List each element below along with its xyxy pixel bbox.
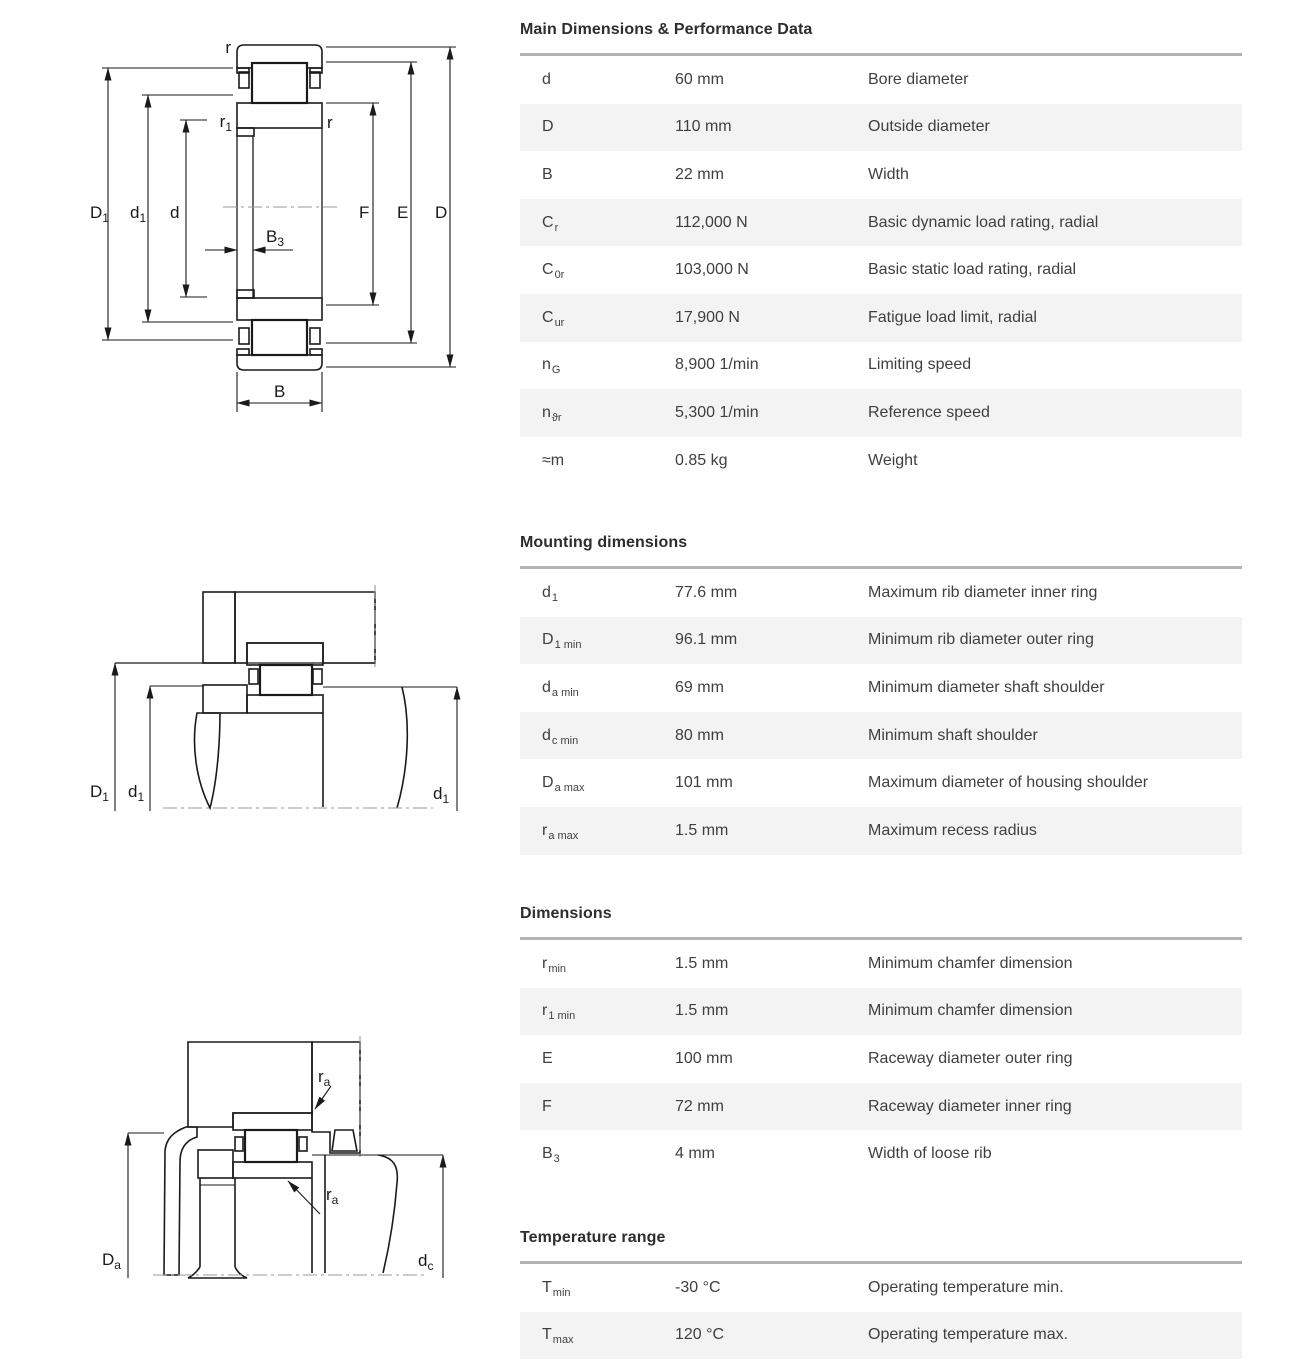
- description-cell: Operating temperature max.: [868, 1326, 1069, 1344]
- label-B3: [266, 227, 284, 249]
- symbol-base: r: [542, 1002, 548, 1020]
- table-row: [520, 151, 1242, 199]
- symbol-base: ≈m: [542, 451, 565, 469]
- section-title: Main Dimensions & Performance Data: [520, 21, 813, 38]
- symbol-cell: [542, 261, 675, 282]
- description-cell: Minimum rib diameter outer ring: [868, 631, 1094, 649]
- description-cell: Operating temperature min.: [868, 1278, 1064, 1296]
- value-cell: 0.85 kg: [675, 451, 728, 469]
- value-cell: 17,900 N: [675, 308, 740, 326]
- section-temperature-range: [520, 1229, 1242, 1359]
- label-d1: [130, 203, 146, 225]
- label-D: D: [435, 203, 448, 222]
- symbol-sub: ϑr: [551, 411, 562, 424]
- symbol-sub: max: [552, 1334, 574, 1347]
- shaft-section: [188, 1150, 397, 1278]
- section-dimensions: [520, 905, 1242, 1178]
- table-row: [520, 569, 1242, 617]
- symbol-base: C: [542, 213, 554, 231]
- table-row: [520, 389, 1242, 437]
- symbol-base: n: [542, 356, 551, 374]
- dimension-lines: [128, 1086, 443, 1278]
- symbol-base: d: [542, 583, 551, 601]
- value-cell: 77.6 mm: [675, 583, 738, 601]
- section-table: [520, 1261, 1242, 1359]
- section-table: [520, 937, 1242, 1178]
- label-r1-base: r: [219, 112, 226, 131]
- label-d1-right-base: d: [433, 784, 443, 803]
- symbol-sub: ur: [554, 316, 565, 329]
- symbol-sub: 3: [553, 1153, 560, 1166]
- bearing-section: [233, 1113, 312, 1178]
- value-cell: 60 mm: [675, 70, 724, 88]
- label-ra-bottom-sub: a: [331, 1193, 339, 1207]
- symbol-cell: [542, 631, 675, 652]
- label-r1: [220, 112, 233, 134]
- value-cell: 72 mm: [675, 1097, 724, 1115]
- description-cell: Bore diameter: [868, 70, 969, 88]
- symbol-cell: [542, 822, 675, 840]
- shaft-section: [195, 685, 408, 808]
- symbol-base: F: [542, 1097, 552, 1115]
- symbol-cell: [542, 214, 675, 232]
- symbol-sub: a max: [554, 782, 585, 795]
- section-mounting-dimensions: [520, 534, 1242, 855]
- value-cell: 103,000 N: [675, 261, 749, 279]
- table-row: [520, 342, 1242, 390]
- snap-ring: [332, 1130, 357, 1151]
- symbol-cell: [542, 356, 675, 377]
- label-E: E: [397, 203, 409, 222]
- description-cell: Minimum chamfer dimension: [868, 1002, 1073, 1020]
- table-row: [520, 437, 1242, 485]
- roller-top: [252, 63, 307, 103]
- shoulder-dimensions-drawing: [90, 1020, 475, 1330]
- symbol-sub: r: [554, 221, 559, 234]
- label-d: d: [170, 203, 180, 222]
- table-row: [520, 294, 1242, 342]
- table-row: [520, 1264, 1242, 1312]
- symbol-base: C: [542, 308, 554, 326]
- table-row: [520, 56, 1242, 104]
- value-cell: 101 mm: [675, 774, 733, 792]
- symbol-base: D: [542, 118, 554, 136]
- symbol-cell: [542, 309, 675, 327]
- value-cell: 120 °C: [675, 1326, 725, 1344]
- symbol-cell: [542, 118, 675, 136]
- description-cell: Weight: [868, 451, 918, 469]
- symbol-cell: [542, 166, 675, 184]
- label-d1-sub: 1: [139, 211, 147, 225]
- label-ra-top-sub: a: [323, 1075, 331, 1089]
- symbol-cell: [542, 404, 675, 422]
- symbol-cell: [542, 452, 675, 470]
- symbol-cell: [542, 679, 675, 697]
- roller-bottom: [252, 320, 307, 355]
- description-cell: Minimum shaft shoulder: [868, 726, 1038, 744]
- description-cell: Maximum diameter of housing shoulder: [868, 774, 1149, 792]
- mounting-dimensions-drawing: [80, 565, 480, 850]
- label-D1-sub: 1: [102, 790, 109, 804]
- description-cell: Basic dynamic load rating, radial: [868, 213, 1099, 231]
- symbol-sub: min: [548, 962, 567, 975]
- roller: [245, 1130, 297, 1162]
- label-d1-right-sub: 1: [442, 792, 450, 806]
- label-D1-base: D: [90, 203, 103, 222]
- value-cell: 96.1 mm: [675, 631, 738, 649]
- rollers-and-cage: [239, 63, 320, 355]
- label-ra-bottom: [326, 1185, 339, 1207]
- label-d1-left-sub: 1: [137, 790, 145, 804]
- section-table: [520, 566, 1242, 855]
- description-cell: Width of loose rib: [868, 1145, 992, 1163]
- table-row: [520, 246, 1242, 294]
- symbol-base: C: [542, 261, 554, 279]
- value-cell: 69 mm: [675, 678, 724, 696]
- symbol-cell: [542, 584, 675, 602]
- label-r1-sub: 1: [225, 120, 232, 134]
- value-cell: 5,300 1/min: [675, 403, 759, 421]
- value-cell: -30 °C: [675, 1278, 721, 1296]
- label-ra-top-base: r: [318, 1067, 324, 1086]
- symbol-base: r: [542, 821, 548, 839]
- table-row: [520, 759, 1242, 807]
- housing-cover-flange: [164, 1127, 197, 1275]
- symbol-cell: [542, 1002, 675, 1023]
- value-cell: 8,900 1/min: [675, 356, 759, 374]
- description-cell: Fatigue load limit, radial: [868, 308, 1037, 326]
- symbol-sub: 1 min: [554, 639, 582, 652]
- inner-ring-section: [237, 103, 322, 320]
- symbol-base: E: [542, 1049, 553, 1067]
- symbol-base: d: [542, 726, 551, 744]
- table-row: [520, 199, 1242, 247]
- value-cell: 110 mm: [675, 118, 732, 136]
- symbol-cell: [542, 1145, 675, 1166]
- value-cell: 1.5 mm: [675, 1002, 729, 1020]
- table-row: [520, 712, 1242, 760]
- label-d1-right: [433, 784, 449, 806]
- label-d1-base: d: [130, 203, 140, 222]
- symbol-cell: [542, 1326, 675, 1347]
- bearing-section: [247, 643, 323, 713]
- description-cell: Basic static load rating, radial: [868, 261, 1077, 279]
- symbol-sub: 0r: [554, 269, 565, 282]
- symbol-base: r: [542, 954, 548, 972]
- value-cell: 80 mm: [675, 726, 724, 744]
- symbol-cell: [542, 1098, 675, 1116]
- description-cell: Maximum recess radius: [868, 821, 1037, 839]
- section-main-dimensions: [520, 21, 1242, 484]
- description-cell: Outside diameter: [868, 118, 990, 136]
- symbol-base: d: [542, 678, 551, 696]
- table-row: [520, 807, 1242, 855]
- table-row: [520, 1035, 1242, 1083]
- symbol-base: n: [542, 403, 551, 421]
- table-row: [520, 617, 1242, 665]
- section-title: Temperature range: [520, 1229, 666, 1246]
- section-table: [520, 53, 1242, 484]
- symbol-sub: a max: [548, 829, 579, 842]
- label-F: F: [359, 203, 370, 222]
- symbol-cell: [542, 1050, 675, 1068]
- symbol-base: T: [542, 1326, 552, 1344]
- description-cell: Limiting speed: [868, 356, 972, 374]
- label-ra-top: [318, 1067, 331, 1089]
- label-d1-left: [128, 782, 144, 804]
- description-cell: Raceway diameter outer ring: [868, 1049, 1073, 1067]
- bearing-cross-section-drawing: [60, 20, 480, 435]
- value-cell: 1.5 mm: [675, 954, 729, 972]
- bore-lines: [237, 128, 322, 298]
- value-cell: 4 mm: [675, 1145, 715, 1163]
- symbol-base: B: [542, 1145, 553, 1163]
- housing-section: [203, 585, 375, 667]
- label-B: B: [274, 382, 286, 401]
- symbol-cell: [542, 1279, 675, 1297]
- table-row: [520, 988, 1242, 1036]
- label-B3-base: B: [266, 227, 278, 246]
- label-dc-sub: c: [427, 1259, 434, 1273]
- description-cell: Minimum diameter shaft shoulder: [868, 678, 1105, 696]
- value-cell: 100 mm: [675, 1049, 733, 1067]
- ra-top-leader: [315, 1086, 331, 1109]
- symbol-base: d: [542, 70, 551, 88]
- symbol-sub: a min: [551, 686, 579, 699]
- description-cell: Width: [868, 165, 909, 183]
- table-row: [520, 940, 1242, 988]
- table-row: [520, 1083, 1242, 1131]
- ra-bottom-leader: [288, 1181, 320, 1214]
- roller: [260, 665, 312, 695]
- table-row: [520, 664, 1242, 712]
- symbol-cell: [542, 727, 675, 745]
- symbol-cell: [542, 71, 675, 89]
- description-cell: Maximum rib diameter inner ring: [868, 583, 1098, 601]
- description-cell: Minimum chamfer dimension: [868, 954, 1073, 972]
- symbol-base: D: [542, 774, 554, 792]
- value-cell: 112,000 N: [675, 213, 748, 231]
- table-row: [520, 1312, 1242, 1360]
- symbol-base: B: [542, 165, 553, 183]
- section-title: Dimensions: [520, 905, 612, 922]
- label-r-right: r: [327, 113, 333, 132]
- label-D1: [90, 782, 109, 804]
- label-ra-bottom-base: r: [326, 1185, 332, 1204]
- label-r-top: r: [225, 38, 231, 57]
- label-B3-sub: 3: [277, 235, 285, 249]
- label-dc-base: d: [418, 1251, 428, 1270]
- label-Da-sub: a: [114, 1258, 121, 1272]
- description-cell: Reference speed: [868, 403, 990, 421]
- label-D1-base: D: [90, 782, 103, 801]
- description-cell: Raceway diameter inner ring: [868, 1097, 1072, 1115]
- table-row: [520, 104, 1242, 152]
- section-title: Mounting dimensions: [520, 534, 688, 551]
- label-D1: [90, 203, 109, 225]
- symbol-base: T: [542, 1278, 552, 1296]
- label-Da-base: D: [102, 1250, 115, 1269]
- symbol-cell: [542, 774, 675, 795]
- symbol-sub: 1 min: [548, 1010, 576, 1023]
- label-d1-left-base: d: [128, 782, 138, 801]
- symbol-cell: [542, 955, 675, 973]
- label-dc: [418, 1251, 433, 1273]
- label-D1-sub: 1: [102, 211, 109, 225]
- label-Da: [102, 1250, 121, 1272]
- value-cell: 1.5 mm: [675, 821, 729, 839]
- symbol-sub: c min: [551, 734, 579, 747]
- symbol-sub: G: [551, 364, 561, 377]
- table-row: [520, 1130, 1242, 1178]
- symbol-base: D: [542, 631, 554, 649]
- symbol-sub: min: [552, 1286, 571, 1299]
- symbol-sub: 1: [551, 591, 559, 604]
- value-cell: 22 mm: [675, 165, 724, 183]
